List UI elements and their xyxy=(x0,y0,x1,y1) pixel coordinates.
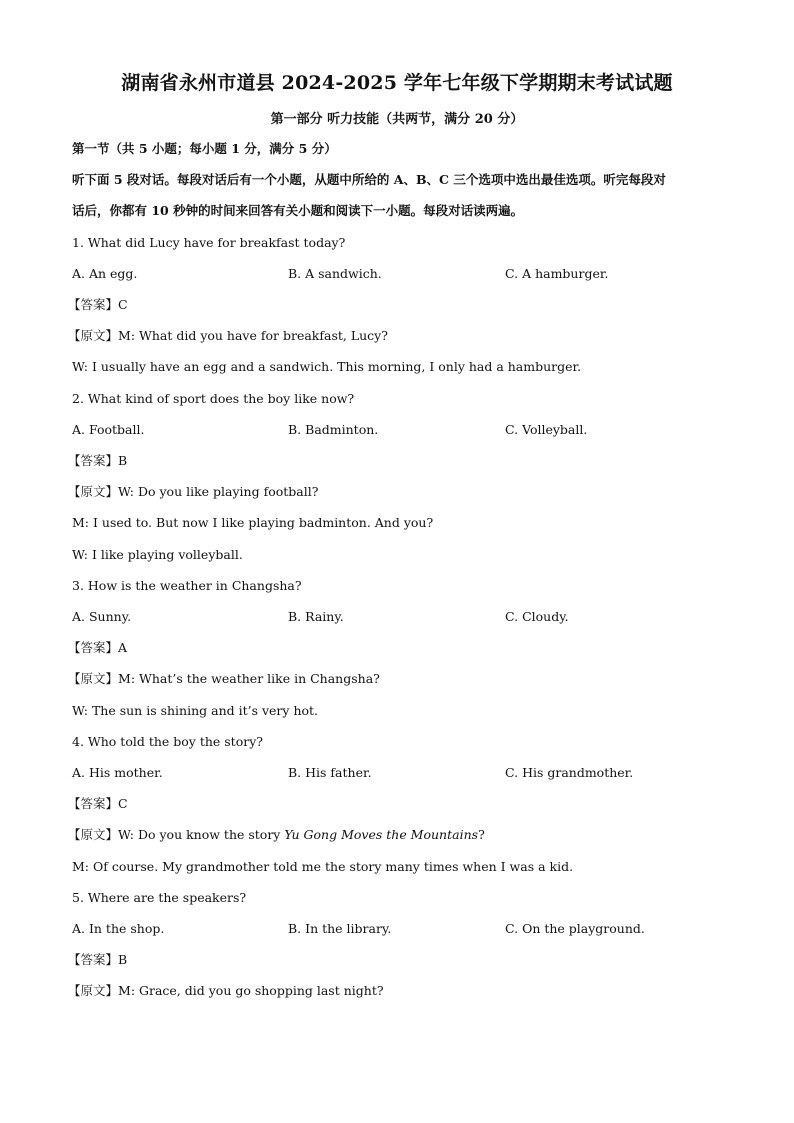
page-title: 湖南省永州市道县 2024-2025 学年七年级下学期期末考试试题 xyxy=(121,72,673,94)
q5-transcript xyxy=(68,983,384,999)
q3-transcript-line-2: W: The sun is shining and it’s very hot. xyxy=(72,703,319,718)
answer-value: B xyxy=(118,952,128,967)
q1-option-a: A. An egg. xyxy=(72,266,138,281)
part-heading: 第一部分 听力技能（共两节，满分 20 分） xyxy=(270,112,524,127)
transcript-line: W: Do you like playing football? xyxy=(118,484,319,499)
q5-option-c: C. On the playground. xyxy=(505,921,645,936)
transcript-line-start: W: Do you know the story xyxy=(118,827,285,842)
q2-transcript xyxy=(68,484,318,500)
transcript-line: M: What’s the weather like in Changsha? xyxy=(118,671,380,686)
answer-label: 【答案】 xyxy=(68,952,119,967)
section-heading: 第一节（共 5 小题；每小题 1 分，满分 5 分） xyxy=(72,141,337,156)
answer-label: 【答案】 xyxy=(68,453,119,468)
answer-value: A xyxy=(118,640,128,655)
q1-option-b: B. A sandwich. xyxy=(288,266,382,281)
q4-transcript xyxy=(68,827,485,843)
instruction-line-2: 话后，你都有 10 秒钟的时间来回答有关小题和阅读下一小题。每段对话读两遍。 xyxy=(72,203,524,218)
q4-transcript-line-2: M: Of course. My grandmother told me the story many times when I was a kid. xyxy=(72,859,574,874)
q4-option-a: A. His mother. xyxy=(72,765,163,780)
transcript-line: M: Grace, did you go shopping last night? xyxy=(118,983,384,998)
q3-option-a: A. Sunny. xyxy=(72,609,132,624)
question-4: 4. Who told the boy the story? xyxy=(72,734,263,749)
transcript-label: 【原文】 xyxy=(68,827,119,842)
q5-option-b: B. In the library. xyxy=(288,921,392,936)
question-1: 1. What did Lucy have for breakfast today? xyxy=(72,235,346,250)
q5-option-a: A. In the shop. xyxy=(72,921,165,936)
instruction-line-1: 听下面 5 段对话。每段对话后有一个小题，从题中所给的 A、B、C 三个选项中选出最佳选项。听完每段对 xyxy=(72,172,666,187)
q2-option-c: C. Volleyball. xyxy=(505,422,588,437)
answer-value: B xyxy=(118,453,128,468)
q4-option-c: C. His grandmother. xyxy=(505,765,634,780)
q3-option-b: B. Rainy. xyxy=(288,609,344,624)
q3-option-c: C. Cloudy. xyxy=(505,609,569,624)
q3-transcript xyxy=(68,671,380,687)
transcript-label: 【原文】 xyxy=(68,328,119,343)
q2-option-b: B. Badminton. xyxy=(288,422,379,437)
answer-label: 【答案】 xyxy=(68,640,119,655)
q4-option-b: B. His father. xyxy=(288,765,372,780)
transcript-label: 【原文】 xyxy=(68,983,119,998)
answer-label: 【答案】 xyxy=(68,297,119,312)
answer-label: 【答案】 xyxy=(68,796,119,811)
q4-answer xyxy=(68,796,128,812)
question-2: 2. What kind of sport does the boy like now? xyxy=(72,391,355,406)
q3-answer xyxy=(68,640,127,656)
question-3: 3. How is the weather in Changsha? xyxy=(72,578,302,593)
transcript-line: M: What did you have for breakfast, Lucy? xyxy=(118,328,388,343)
question-5: 5. Where are the speakers? xyxy=(72,890,247,905)
q1-option-c: C. A hamburger. xyxy=(505,266,609,281)
q2-transcript-line-2: M: I used to. But now I like playing badminton. And you? xyxy=(72,515,434,530)
q1-transcript-line-2: W: I usually have an egg and a sandwich. This morning, I only had a hamburger. xyxy=(72,359,582,374)
q2-transcript-line-3: W: I like playing volleyball. xyxy=(72,547,243,562)
q2-option-a: A. Football. xyxy=(72,422,145,437)
answer-value: C xyxy=(118,297,128,312)
transcript-label: 【原文】 xyxy=(68,484,119,499)
q1-answer xyxy=(68,297,128,313)
q2-answer xyxy=(68,453,127,469)
q5-answer xyxy=(68,952,127,968)
story-title: Yu Gong Moves the Mountains xyxy=(284,827,479,842)
transcript-label: 【原文】 xyxy=(68,671,119,686)
q1-transcript xyxy=(68,328,388,344)
transcript-line-end: ? xyxy=(478,827,485,842)
answer-value: C xyxy=(118,796,128,811)
